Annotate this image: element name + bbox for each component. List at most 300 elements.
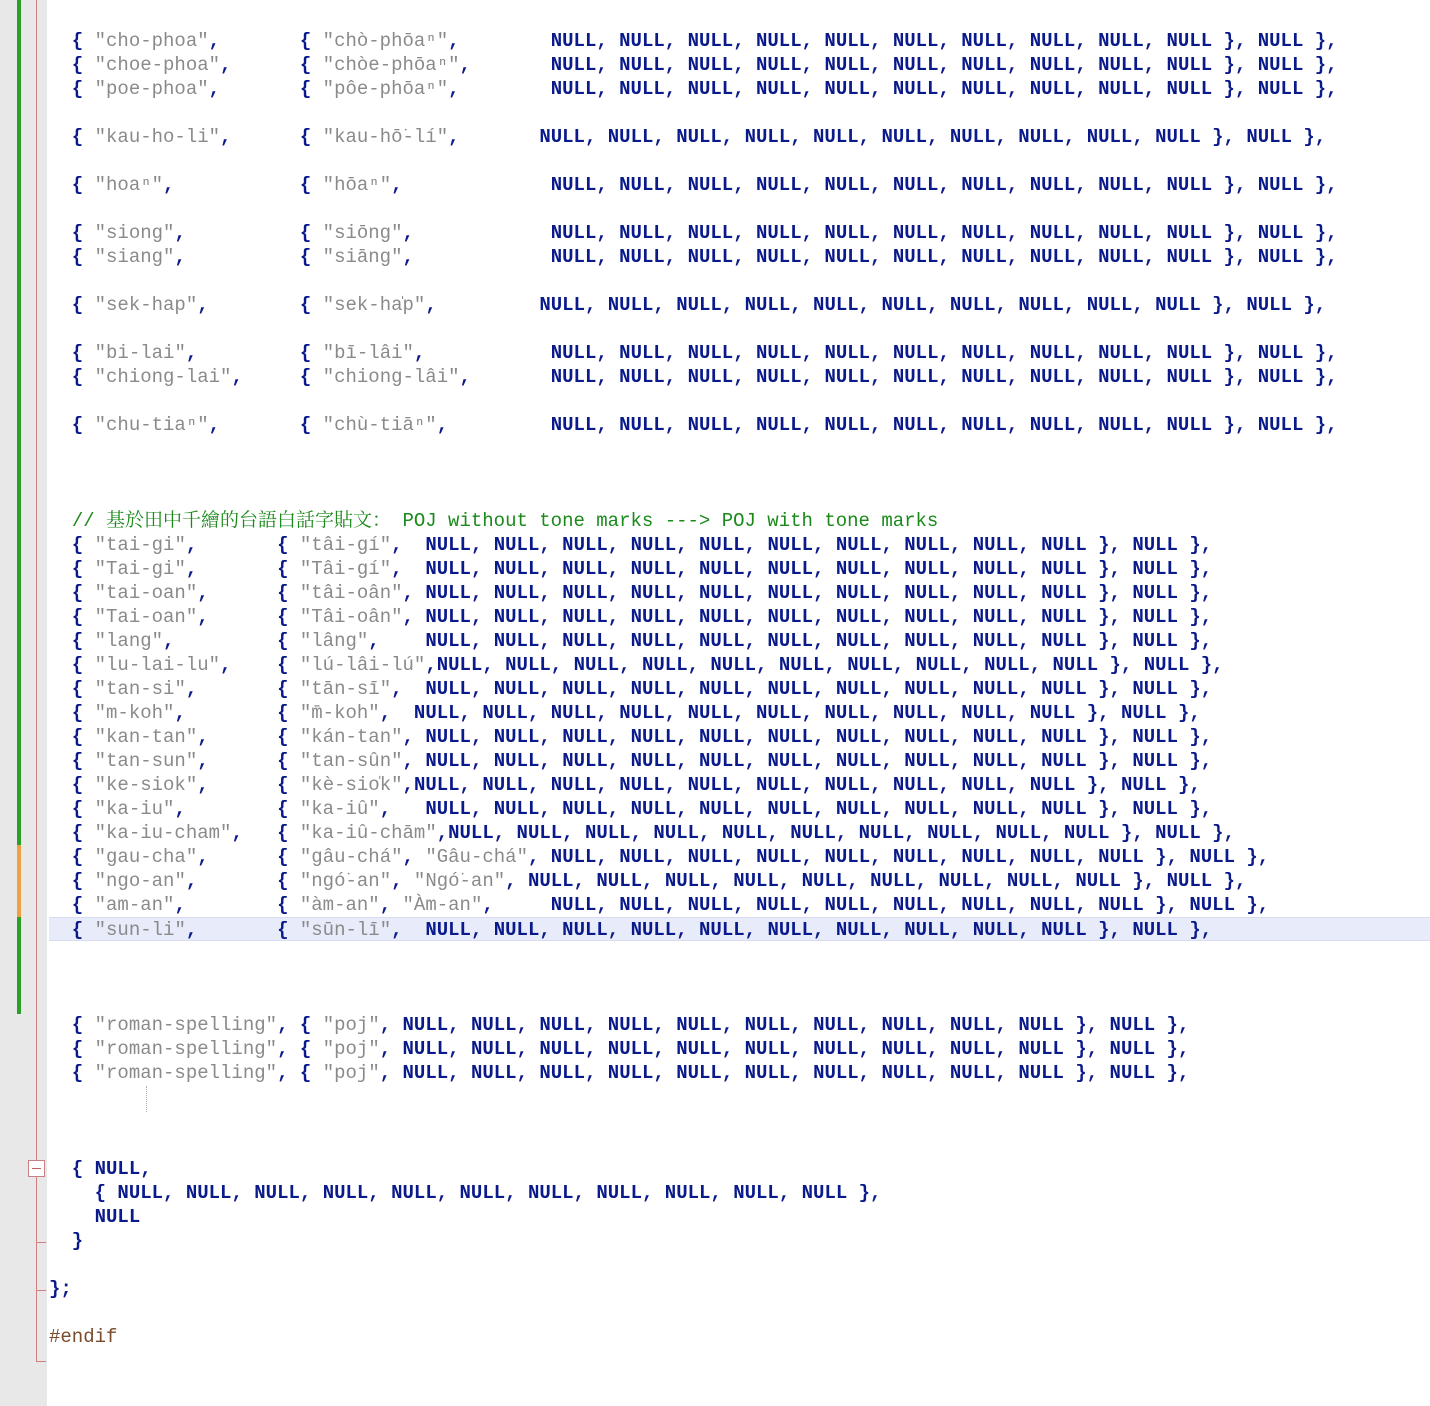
quote: " [94, 822, 107, 844]
null-keyword: NULL [892, 894, 939, 916]
punctuation: , [938, 174, 962, 196]
quote: " [94, 366, 107, 388]
punctuation: , [938, 702, 962, 724]
null-keyword: NULL [767, 919, 814, 941]
brace-open: { [299, 174, 323, 196]
null-keyword: NULL [835, 630, 882, 652]
brace-close: }, [1177, 582, 1213, 604]
code-line-entry[interactable] [49, 917, 1430, 941]
code-line-entry[interactable] [49, 53, 1338, 77]
punctuation: , [938, 342, 962, 364]
null-keyword: NULL [767, 630, 814, 652]
null-keyword: NULL [699, 726, 745, 748]
punctuation: , [927, 126, 950, 148]
brace-open: { [277, 750, 300, 772]
code-comment-line[interactable] [49, 509, 938, 533]
code-line-entry[interactable] [49, 77, 1338, 101]
brace-open: { [49, 1182, 118, 1204]
code-line-entry[interactable] [49, 1037, 1189, 1061]
null-keyword: NULL [824, 702, 871, 724]
quote: " [413, 654, 426, 676]
brace-open: { [49, 1158, 95, 1180]
punctuation: , [733, 54, 757, 76]
punctuation: , [938, 366, 962, 388]
brace-close: }, [1200, 822, 1235, 844]
null-keyword: NULL [687, 342, 734, 364]
quote: " [265, 1014, 278, 1036]
brace-open: { [49, 750, 95, 772]
null-keyword: NULL [619, 222, 665, 244]
punctuation: , [881, 534, 905, 556]
code-line-entry[interactable] [49, 293, 1326, 317]
quote: " [94, 246, 107, 268]
code-line-entry[interactable] [49, 821, 1235, 845]
quote: " [94, 30, 107, 52]
punctuation: , [1018, 534, 1042, 556]
code-line-entry[interactable] [49, 629, 1212, 653]
punctuation: , [402, 222, 551, 244]
punctuation: , [949, 678, 973, 700]
brace-close: }, [1235, 846, 1270, 868]
string-literal: tan-sun [106, 750, 186, 772]
null-keyword: NULL [1132, 606, 1178, 628]
null-keyword: NULL [607, 294, 654, 316]
punctuation: , [1018, 798, 1042, 820]
null-keyword: NULL [1018, 126, 1064, 148]
null-keyword: NULL [892, 246, 939, 268]
punctuation: , [858, 1038, 882, 1060]
null-keyword: NULL [733, 1182, 779, 1204]
punctuation: , [1075, 246, 1099, 268]
punctuation: , [231, 366, 300, 388]
null-keyword: NULL [1018, 1038, 1064, 1060]
brace-close: }, [1086, 678, 1133, 700]
brace-close: }, [1098, 654, 1144, 676]
quote: " [391, 846, 403, 868]
punctuation: , [801, 246, 825, 268]
brace-open: { [49, 774, 95, 796]
code-line-entry[interactable] [49, 1061, 1189, 1085]
punctuation: , [938, 222, 962, 244]
code-line-entry[interactable] [49, 341, 1338, 365]
null-keyword: NULL [1041, 630, 1087, 652]
quote: " [94, 702, 107, 724]
punctuation: , [470, 919, 494, 941]
punctuation: , [516, 1014, 540, 1036]
brace-close: }, [1086, 726, 1133, 748]
string-literal: tâi-gí [311, 534, 380, 556]
punctuation: , [562, 822, 585, 844]
punctuation: , [699, 822, 722, 844]
punctuation: , [539, 726, 563, 748]
quote: " [174, 678, 186, 700]
code-line-entry[interactable] [49, 677, 1212, 701]
punctuation: , [813, 630, 836, 652]
null-keyword: NULL [1132, 630, 1178, 652]
null-keyword: NULL [904, 919, 950, 941]
null-keyword: NULL [470, 1038, 517, 1060]
brace-close: }, [1086, 534, 1133, 556]
punctuation: , [197, 582, 278, 604]
punctuation: , [1143, 174, 1167, 196]
string-literal: lú-lâi-lú [311, 654, 414, 676]
punctuation: , [391, 919, 426, 941]
null-keyword: NULL [1041, 678, 1087, 700]
string-literal: siāng [334, 246, 392, 268]
brace-open: { [49, 654, 95, 676]
brace-open: { [49, 606, 95, 628]
quote: " [299, 654, 312, 676]
punctuation: , [596, 342, 620, 364]
null-keyword: NULL [402, 1062, 449, 1084]
code-line-entry[interactable] [49, 533, 1212, 557]
null-keyword: NULL [550, 54, 597, 76]
quote: " [94, 1062, 107, 1084]
null-keyword: NULL [619, 894, 665, 916]
null-keyword: NULL [835, 582, 882, 604]
punctuation: , [1075, 54, 1099, 76]
null-keyword: NULL [1018, 1062, 1064, 1084]
string-literal: ka-iu-cham [106, 822, 221, 844]
punctuation: , [459, 54, 551, 76]
null-keyword: NULL [584, 822, 631, 844]
null-keyword: NULL [904, 534, 950, 556]
null-keyword: NULL [995, 822, 1042, 844]
quote: " [299, 919, 312, 941]
null-keyword: NULL [892, 414, 939, 436]
quote: " [391, 750, 403, 772]
code-line-entry[interactable] [49, 221, 1338, 245]
change-bar-saved [17, 0, 21, 845]
code-line-entry[interactable] [49, 413, 1338, 437]
brace-open: { [299, 1038, 323, 1060]
punctuation: , [379, 1038, 403, 1060]
punctuation: , [539, 798, 563, 820]
punctuation: , [596, 30, 620, 52]
punctuation: , [813, 798, 836, 820]
code-line-terminator[interactable] [49, 1229, 83, 1253]
punctuation: , [1006, 222, 1030, 244]
brace-close: }, [1212, 174, 1258, 196]
null-keyword: NULL [767, 678, 814, 700]
code-line-entry[interactable] [49, 1013, 1189, 1037]
null-keyword: NULL [1041, 606, 1087, 628]
null-keyword: NULL [1257, 78, 1304, 100]
brace-close: }, [1086, 582, 1133, 604]
quote: " [94, 654, 107, 676]
punctuation: , [368, 1182, 392, 1204]
null-keyword: NULL [1132, 558, 1178, 580]
null-keyword: NULL [699, 582, 745, 604]
null-keyword: NULL [687, 414, 734, 436]
brace-close: }, [847, 1182, 882, 1204]
punctuation: , [277, 1062, 300, 1084]
null-keyword: NULL [539, 294, 585, 316]
code-line-entry[interactable] [49, 869, 1246, 893]
punctuation: , [596, 54, 620, 76]
null-keyword: NULL [493, 678, 540, 700]
null-keyword: NULL [436, 654, 483, 676]
fold-collapse-icon[interactable] [28, 1160, 45, 1177]
quote: " [163, 702, 175, 724]
punctuation: , [813, 606, 836, 628]
null-keyword: NULL [607, 126, 654, 148]
punctuation: , [801, 342, 825, 364]
punctuation: , [448, 78, 551, 100]
quote: " [197, 78, 209, 100]
null-keyword: NULL [539, 1014, 585, 1036]
punctuation: , [938, 774, 962, 796]
code-line-terminator[interactable] [49, 1181, 881, 1205]
null-keyword: NULL [1166, 366, 1213, 388]
code-line-entry[interactable] [49, 365, 1338, 389]
null-keyword: NULL [630, 630, 677, 652]
null-keyword: NULL [1029, 774, 1076, 796]
punctuation: , [1075, 30, 1099, 52]
null-keyword: NULL [1166, 342, 1213, 364]
brace-open: { [49, 366, 95, 388]
code-line-entry[interactable] [49, 845, 1269, 869]
brace-open: { [299, 54, 323, 76]
punctuation: , [277, 1014, 300, 1036]
quote: " [299, 846, 312, 868]
quote: " [299, 678, 312, 700]
quote: " [208, 654, 221, 676]
quote: " [299, 582, 312, 604]
null-keyword: NULL [824, 894, 871, 916]
string-literal: gau-cha [106, 846, 186, 868]
null-keyword: NULL [676, 1014, 722, 1036]
punctuation: , [870, 246, 893, 268]
null-keyword: NULL [630, 534, 677, 556]
null-keyword: NULL [1257, 414, 1304, 436]
null-keyword: NULL [619, 414, 665, 436]
code-line-entry[interactable] [49, 245, 1338, 269]
null-keyword: NULL [619, 174, 665, 196]
null-keyword: NULL [1132, 919, 1178, 941]
code-line-entry[interactable] [49, 653, 1224, 677]
code-line-entry[interactable] [49, 29, 1338, 53]
quote: " [322, 1014, 335, 1036]
null-keyword: NULL [721, 822, 768, 844]
null-keyword: NULL [767, 558, 814, 580]
quote: " [94, 919, 107, 941]
quote: " [379, 678, 392, 700]
string-literal: bī-lâi [334, 342, 403, 364]
brace-close: }, [1177, 534, 1213, 556]
brace-open: { [49, 294, 95, 316]
brace-open: { [49, 1014, 95, 1036]
punctuation: , [1018, 678, 1042, 700]
null-keyword: NULL [687, 894, 734, 916]
punctuation: , [915, 870, 939, 892]
quote: " [220, 366, 232, 388]
null-keyword: NULL [425, 750, 471, 772]
code-line-entry[interactable] [49, 173, 1338, 197]
brace-open: { [49, 126, 95, 148]
punctuation: , [436, 822, 449, 844]
null-keyword: NULL [562, 582, 608, 604]
null-keyword: NULL [1029, 894, 1076, 916]
brace-open: { [277, 534, 300, 556]
punctuation: , [870, 702, 893, 724]
null-keyword: NULL [767, 750, 814, 772]
quote: " [299, 702, 312, 724]
punctuation: , [1143, 414, 1167, 436]
string-literal: àm-an [311, 894, 369, 916]
null-keyword: NULL [562, 558, 608, 580]
code-line-entry[interactable] [49, 701, 1201, 725]
code-line-terminator[interactable] [49, 1157, 152, 1181]
code-editor[interactable] [49, 0, 1430, 1406]
null-keyword: NULL [858, 822, 905, 844]
null-keyword: NULL [687, 366, 734, 388]
brace-open: { [277, 894, 300, 916]
quote: " [208, 54, 221, 76]
brace-open: { [299, 222, 323, 244]
quote: " [94, 630, 107, 652]
null-keyword: NULL [972, 558, 1019, 580]
punctuation: , [596, 78, 620, 100]
string-literal: Tai-gi [106, 558, 175, 580]
null-keyword: NULL [1109, 1062, 1156, 1084]
punctuation: , [231, 822, 278, 844]
punctuation: , [459, 774, 483, 796]
punctuation: , [1132, 126, 1156, 148]
brace-open: { [299, 414, 323, 436]
null-keyword: NULL [1029, 30, 1076, 52]
null-keyword: NULL [1029, 846, 1076, 868]
punctuation: , [949, 630, 973, 652]
brace-open: { [277, 919, 300, 941]
null-keyword: NULL [676, 1038, 722, 1060]
null-keyword: NULL [470, 1062, 517, 1084]
null-keyword: NULL [835, 798, 882, 820]
punctuation: , [607, 919, 631, 941]
punctuation: , [995, 1062, 1019, 1084]
string-literal: hōaⁿ [334, 174, 380, 196]
punctuation: , [1052, 870, 1076, 892]
string-literal: siong [106, 222, 164, 244]
null-keyword: NULL [493, 630, 540, 652]
punctuation: , [949, 558, 973, 580]
punctuation: , [470, 534, 494, 556]
null-keyword: NULL [813, 126, 859, 148]
code-line-entry[interactable] [49, 773, 1201, 797]
null-keyword: NULL [1041, 558, 1087, 580]
quote: " [94, 342, 107, 364]
quote: " [185, 294, 198, 316]
punctuation: , [1132, 294, 1156, 316]
string-literal: ngo-an [106, 870, 175, 892]
code-line-preprocessor[interactable] [49, 1325, 117, 1349]
brace-close: }, [1303, 174, 1338, 196]
punctuation: , [391, 870, 414, 892]
brace-close: }, [1303, 54, 1338, 76]
brace-open: { [277, 702, 300, 724]
code-line-entry[interactable] [49, 557, 1212, 581]
quote: " [299, 750, 312, 772]
code-line-entry[interactable] [49, 581, 1212, 605]
quote: " [299, 606, 312, 628]
punctuation: , [470, 726, 494, 748]
punctuation: , [607, 582, 631, 604]
null-keyword: NULL [1257, 246, 1304, 268]
quote: " [436, 30, 449, 52]
code-line-entry[interactable] [49, 749, 1212, 773]
punctuation: , [676, 750, 700, 772]
string-literal: Tâi-oân [311, 606, 392, 628]
punctuation: , [858, 1062, 882, 1084]
null-keyword: NULL [824, 30, 871, 52]
string-literal: poj [334, 1038, 369, 1060]
null-keyword: NULL [1075, 870, 1121, 892]
brace-close: }, [1177, 558, 1213, 580]
code-line-entry[interactable] [49, 605, 1212, 629]
string-literal: m̄-koh [311, 702, 369, 724]
string-literal: roman-spelling [106, 1014, 266, 1036]
null-keyword: NULL [699, 630, 745, 652]
null-keyword: NULL [596, 870, 642, 892]
code-line-entry[interactable] [49, 125, 1326, 149]
code-line-terminator[interactable] [49, 1205, 140, 1229]
punctuation: , [185, 534, 278, 556]
null-keyword: NULL [1257, 54, 1304, 76]
punctuation: , [653, 294, 677, 316]
null-keyword: NULL [870, 870, 916, 892]
punctuation: , [1018, 582, 1042, 604]
punctuation: , [995, 1014, 1019, 1036]
punctuation: , [858, 126, 882, 148]
punctuation: , [470, 558, 494, 580]
punctuation: , [835, 822, 859, 844]
punctuation: , [687, 654, 711, 676]
quote: " [299, 774, 312, 796]
quote: " [402, 342, 414, 364]
null-keyword: NULL [961, 774, 1007, 796]
punctuation: , [1006, 774, 1030, 796]
punctuation: , [870, 894, 893, 916]
code-line-entry[interactable] [49, 725, 1212, 749]
null-keyword: NULL [824, 174, 871, 196]
code-line-entry[interactable] [49, 893, 1269, 917]
string-literal: am-an [106, 894, 164, 916]
null-keyword: NULL [630, 558, 677, 580]
punctuation: , [733, 414, 756, 436]
punctuation: , [1006, 366, 1030, 388]
brace-open: { [299, 1062, 323, 1084]
string-literal: chiong-lâi [334, 366, 449, 388]
punctuation: , [664, 78, 688, 100]
null-keyword: NULL [1132, 678, 1178, 700]
null-keyword: NULL [550, 174, 597, 196]
code-line-array-end[interactable] [49, 1277, 72, 1301]
quote: " [356, 630, 369, 652]
string-literal: sek-hap [106, 294, 186, 316]
null-keyword: NULL [630, 678, 677, 700]
null-keyword: NULL [425, 630, 471, 652]
punctuation: , [197, 294, 300, 316]
quote: " [436, 126, 449, 148]
quote: " [94, 798, 107, 820]
punctuation: , [1006, 702, 1030, 724]
brace-open: { [277, 822, 300, 844]
quote: " [368, 798, 380, 820]
code-line-entry[interactable] [49, 797, 1212, 821]
punctuation: , [813, 919, 836, 941]
brace-close: }, [1155, 1062, 1190, 1084]
quote: " [391, 582, 403, 604]
